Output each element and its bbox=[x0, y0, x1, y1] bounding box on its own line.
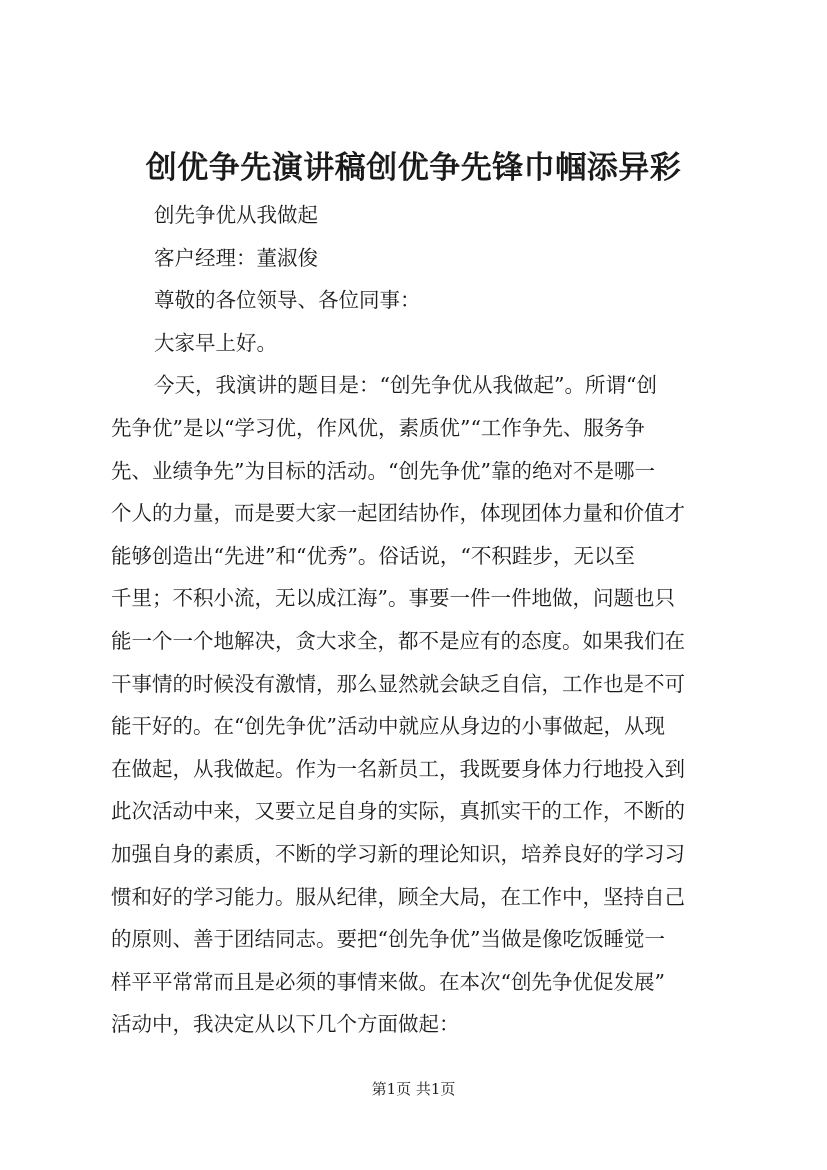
paragraph-line: 惯和好的学习能力。服从纪律，顾全大局，在工作中，坚持自己 bbox=[111, 884, 685, 909]
page-number: 第1页 共1页 bbox=[371, 1080, 456, 1098]
paragraph-line: 干事情的时候没有激情，那么显然就会缺乏自信，工作也是不可 bbox=[111, 671, 685, 696]
paragraph-line: 先、业绩争先”为目标的活动。“创先争优”靠的绝对不是哪一 bbox=[111, 458, 655, 483]
paragraph-line: 个人的力量，而是要大家一起团结协作，体现团体力量和价值才 bbox=[111, 501, 685, 526]
paragraph-line: 能够创造出“先进”和“优秀”。俗话说，“不积跬步，无以至 bbox=[111, 543, 635, 568]
paragraph-line: 此次活动中来，又要立足自身的实际，真抓实干的工作，不断的 bbox=[111, 799, 685, 824]
author-line: 客户经理：董淑俊 bbox=[154, 245, 318, 270]
document-title: 创优争先演讲稿创优争先锋巾帼添异彩 bbox=[145, 150, 682, 186]
paragraph-line: 千里；不积小流，无以成江海”。事要一件一件地做，问题也只 bbox=[111, 586, 675, 611]
paragraph-line: 能干好的。在“创先争优”活动中就应从身边的小事做起，从现 bbox=[111, 714, 665, 739]
subtitle-line: 创先争优从我做起 bbox=[154, 203, 318, 227]
document-body bbox=[111, 194, 741, 1046]
paragraph-line: 能一个一个地解决，贪大求全，都不是应有的态度。如果我们在 bbox=[111, 628, 685, 653]
paragraph-line: 先争优”是以“学习优，作风优，素质优”“工作争先、服务争 bbox=[111, 415, 645, 440]
paragraph-line: 加强自身的素质，不断的学习新的理论知识，培养良好的学习习 bbox=[111, 841, 685, 866]
paragraph-line: 在做起，从我做起。作为一名新员工，我既要身体力行地投入到 bbox=[111, 756, 685, 781]
paragraph-line: 的原则、善于团结同志。要把“创先争优”当做是像吃饭睡觉一 bbox=[111, 927, 665, 952]
salutation-line: 尊敬的各位领导、各位同事： bbox=[154, 288, 421, 313]
paragraph-line: 样平平常常而且是必须的事情来做。在本次“创先争优促发展” bbox=[111, 969, 665, 994]
greeting-line: 大家早上好。 bbox=[154, 330, 277, 355]
paragraph-line: 今天，我演讲的题目是：“创先争优从我做起”。所谓“创 bbox=[154, 373, 657, 398]
paragraph-line: 活动中，我决定从以下几个方面做起： bbox=[111, 1012, 460, 1037]
